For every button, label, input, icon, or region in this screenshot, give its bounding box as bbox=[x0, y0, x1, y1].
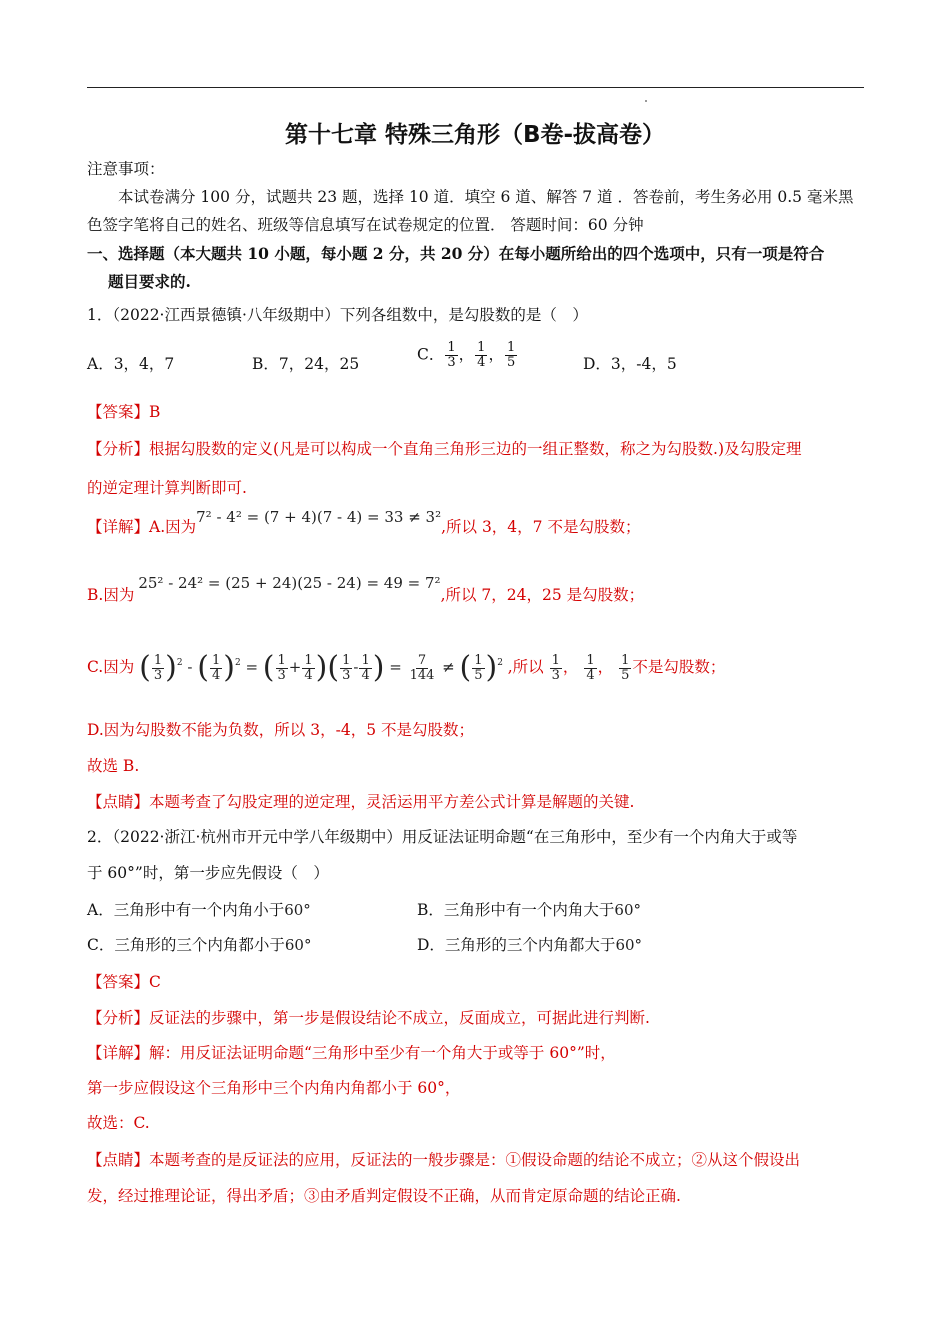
q2-stem-line-1: 2．（2022·浙江·杭州市开元中学八年级期中）用反证法证明命题“在三角形中，至少有一个内角大于或等 bbox=[87, 828, 798, 846]
notice-label: 注意事项： bbox=[87, 160, 165, 178]
section-heading-line-2: 题目要求的. bbox=[108, 272, 191, 291]
decorative-dot bbox=[645, 100, 647, 102]
q1-analysis-line-2: 的逆定理计算判断即可. bbox=[87, 479, 247, 497]
q2-comment-line-2: 发，经过推理论证，得出矛盾；③由矛盾判定假设不正确，从而肯定原命题的结论正确. bbox=[87, 1187, 681, 1205]
q1-detail-c: C.因为 ( $\frac{1}{3}$ )$^2$ - ( $\frac{1}{4}$ )$^2$ = ( $\frac{1}{3}$ + $\frac{1}{4}$ )( $\frac{1}{3}$ - $\frac{1}{4}$ ) = $\frac{7}{144}$ ≠ ( $\frac{1}{5}$ )$^2$ ,所以 $\frac{1}{3}$ ， $\frac{1}{4}$ ， $\frac{1}{5}$ 不是勾股数； bbox=[87, 650, 726, 685]
fraction-1-3: $\frac{1}{3}$ bbox=[447, 340, 456, 370]
fraction-1-5: $\frac{1}{5}$ bbox=[506, 340, 516, 370]
q2-detail-line-2: 第一步应假设这个三角形中三个内角内角都小于 60°， bbox=[87, 1079, 461, 1097]
q1-option-a: A．3，4，7 bbox=[87, 355, 175, 373]
equation-b: 25² - 24² = (25 + 24)(25 - 24) = 49 = 7² bbox=[138, 574, 441, 592]
fraction-1-5: $\frac{1}{5}$ bbox=[621, 652, 630, 683]
q2-therefore: 故选：C. bbox=[87, 1114, 150, 1132]
q1-option-c: C． $\frac{1}{3}$ ， $\frac{1}{4}$ ， $\frac{1}{5}$ bbox=[417, 340, 516, 370]
fraction-1-4: $\frac{1}{4}$ bbox=[477, 340, 486, 370]
q1-detail-d: D.因为勾股数不能为负数，所以 3，-4，5 不是勾股数； bbox=[87, 721, 474, 739]
q2-stem-line-2: 于 60°”时，第一步应先假设（ ） bbox=[87, 864, 329, 882]
q2-option-b: B．三角形中有一个内角大于60° bbox=[417, 901, 641, 919]
q2-option-c: C．三角形的三个内角都小于60° bbox=[87, 936, 312, 954]
equation-c: ( $\frac{1}{3}$ )$^2$ - ( $\frac{1}{4}$ )$^2$ = ( $\frac{1}{3}$ + $\frac{1}{4}$ )( $\frac{1}{3}$ - $\frac{1}{4}$ ) = $\frac{7}{144}$ ≠ ( $\frac{1}{5}$ )$^2$ bbox=[139, 650, 503, 685]
q1-therefore: 故选 B. bbox=[87, 757, 140, 775]
header-rule bbox=[87, 87, 864, 88]
q2-detail-line-1: 【详解】解：用反证法证明命题“三角形中至少有一个角大于或等于 60°”时， bbox=[87, 1044, 616, 1062]
notice-line-2: 色签字笔将自己的姓名、班级等信息填写在试卷规定的位置． 答题时间：60 分钟 bbox=[87, 216, 644, 234]
q1-detail-a: 【详解】A.因为7² - 4² = (7 + 4)(7 - 4) = 33 ≠ 3²,所以 3，4，7 不是勾股数； bbox=[87, 508, 641, 536]
page-title: 第十七章 特殊三角形（B卷-拔高卷） bbox=[284, 122, 666, 148]
q1-option-b: B．7，24，25 bbox=[252, 355, 360, 373]
q1-stem: 1．（2022·江西景德镇·八年级期中）下列各组数中，是勾股数的是（ ） bbox=[87, 306, 588, 324]
q1-option-d: D．3，-4，5 bbox=[583, 355, 677, 373]
fraction-1-4: $\frac{1}{4}$ bbox=[586, 652, 595, 683]
q1-answer: 【答案】B bbox=[87, 403, 161, 421]
q2-comment-line-1: 【点睛】本题考查的是反证法的应用，反证法的一般步骤是：①假设命题的结论不成立；②从这个假设出 bbox=[87, 1151, 801, 1169]
notice-line-1: 本试卷满分 100 分，试题共 23 题，选择 10 道．填空 6 道、解答 7 道 ．答卷前，考生务必用 0.5 毫米黑 bbox=[118, 188, 854, 206]
q1-detail-b: B.因为25² - 24² = (25 + 24)(25 - 24) = 49 = 7²,所以 7，24，25 是勾股数； bbox=[87, 574, 645, 604]
q2-analysis: 【分析】反证法的步骤中，第一步是假设结论不成立，反面成立，可据此进行判断. bbox=[87, 1009, 650, 1027]
equation-a: 7² - 4² = (7 + 4)(7 - 4) = 33 ≠ 3² bbox=[196, 508, 442, 526]
section-heading-line-1: 一、选择题（本大题共 10 小题，每小题 2 分，共 20 分）在每小题所给出的四个选项中，只有一项是符合 bbox=[87, 244, 825, 263]
q2-answer: 【答案】C bbox=[87, 973, 161, 991]
q2-option-d: D．三角形的三个内角都大于60° bbox=[417, 936, 643, 954]
q1-comment: 【点睛】本题考查了勾股定理的逆定理，灵活运用平方差公式计算是解题的关键. bbox=[87, 793, 635, 811]
q1-analysis-line-1: 【分析】根据勾股数的定义(凡是可以构成一个直角三角形三边的一组正整数，称之为勾股数.)及勾股定理 bbox=[87, 440, 802, 458]
q2-option-a: A．三角形中有一个内角小于60° bbox=[87, 901, 311, 919]
fraction-1-3: $\frac{1}{3}$ bbox=[551, 652, 560, 683]
q1-option-c-label: C． bbox=[417, 345, 445, 364]
